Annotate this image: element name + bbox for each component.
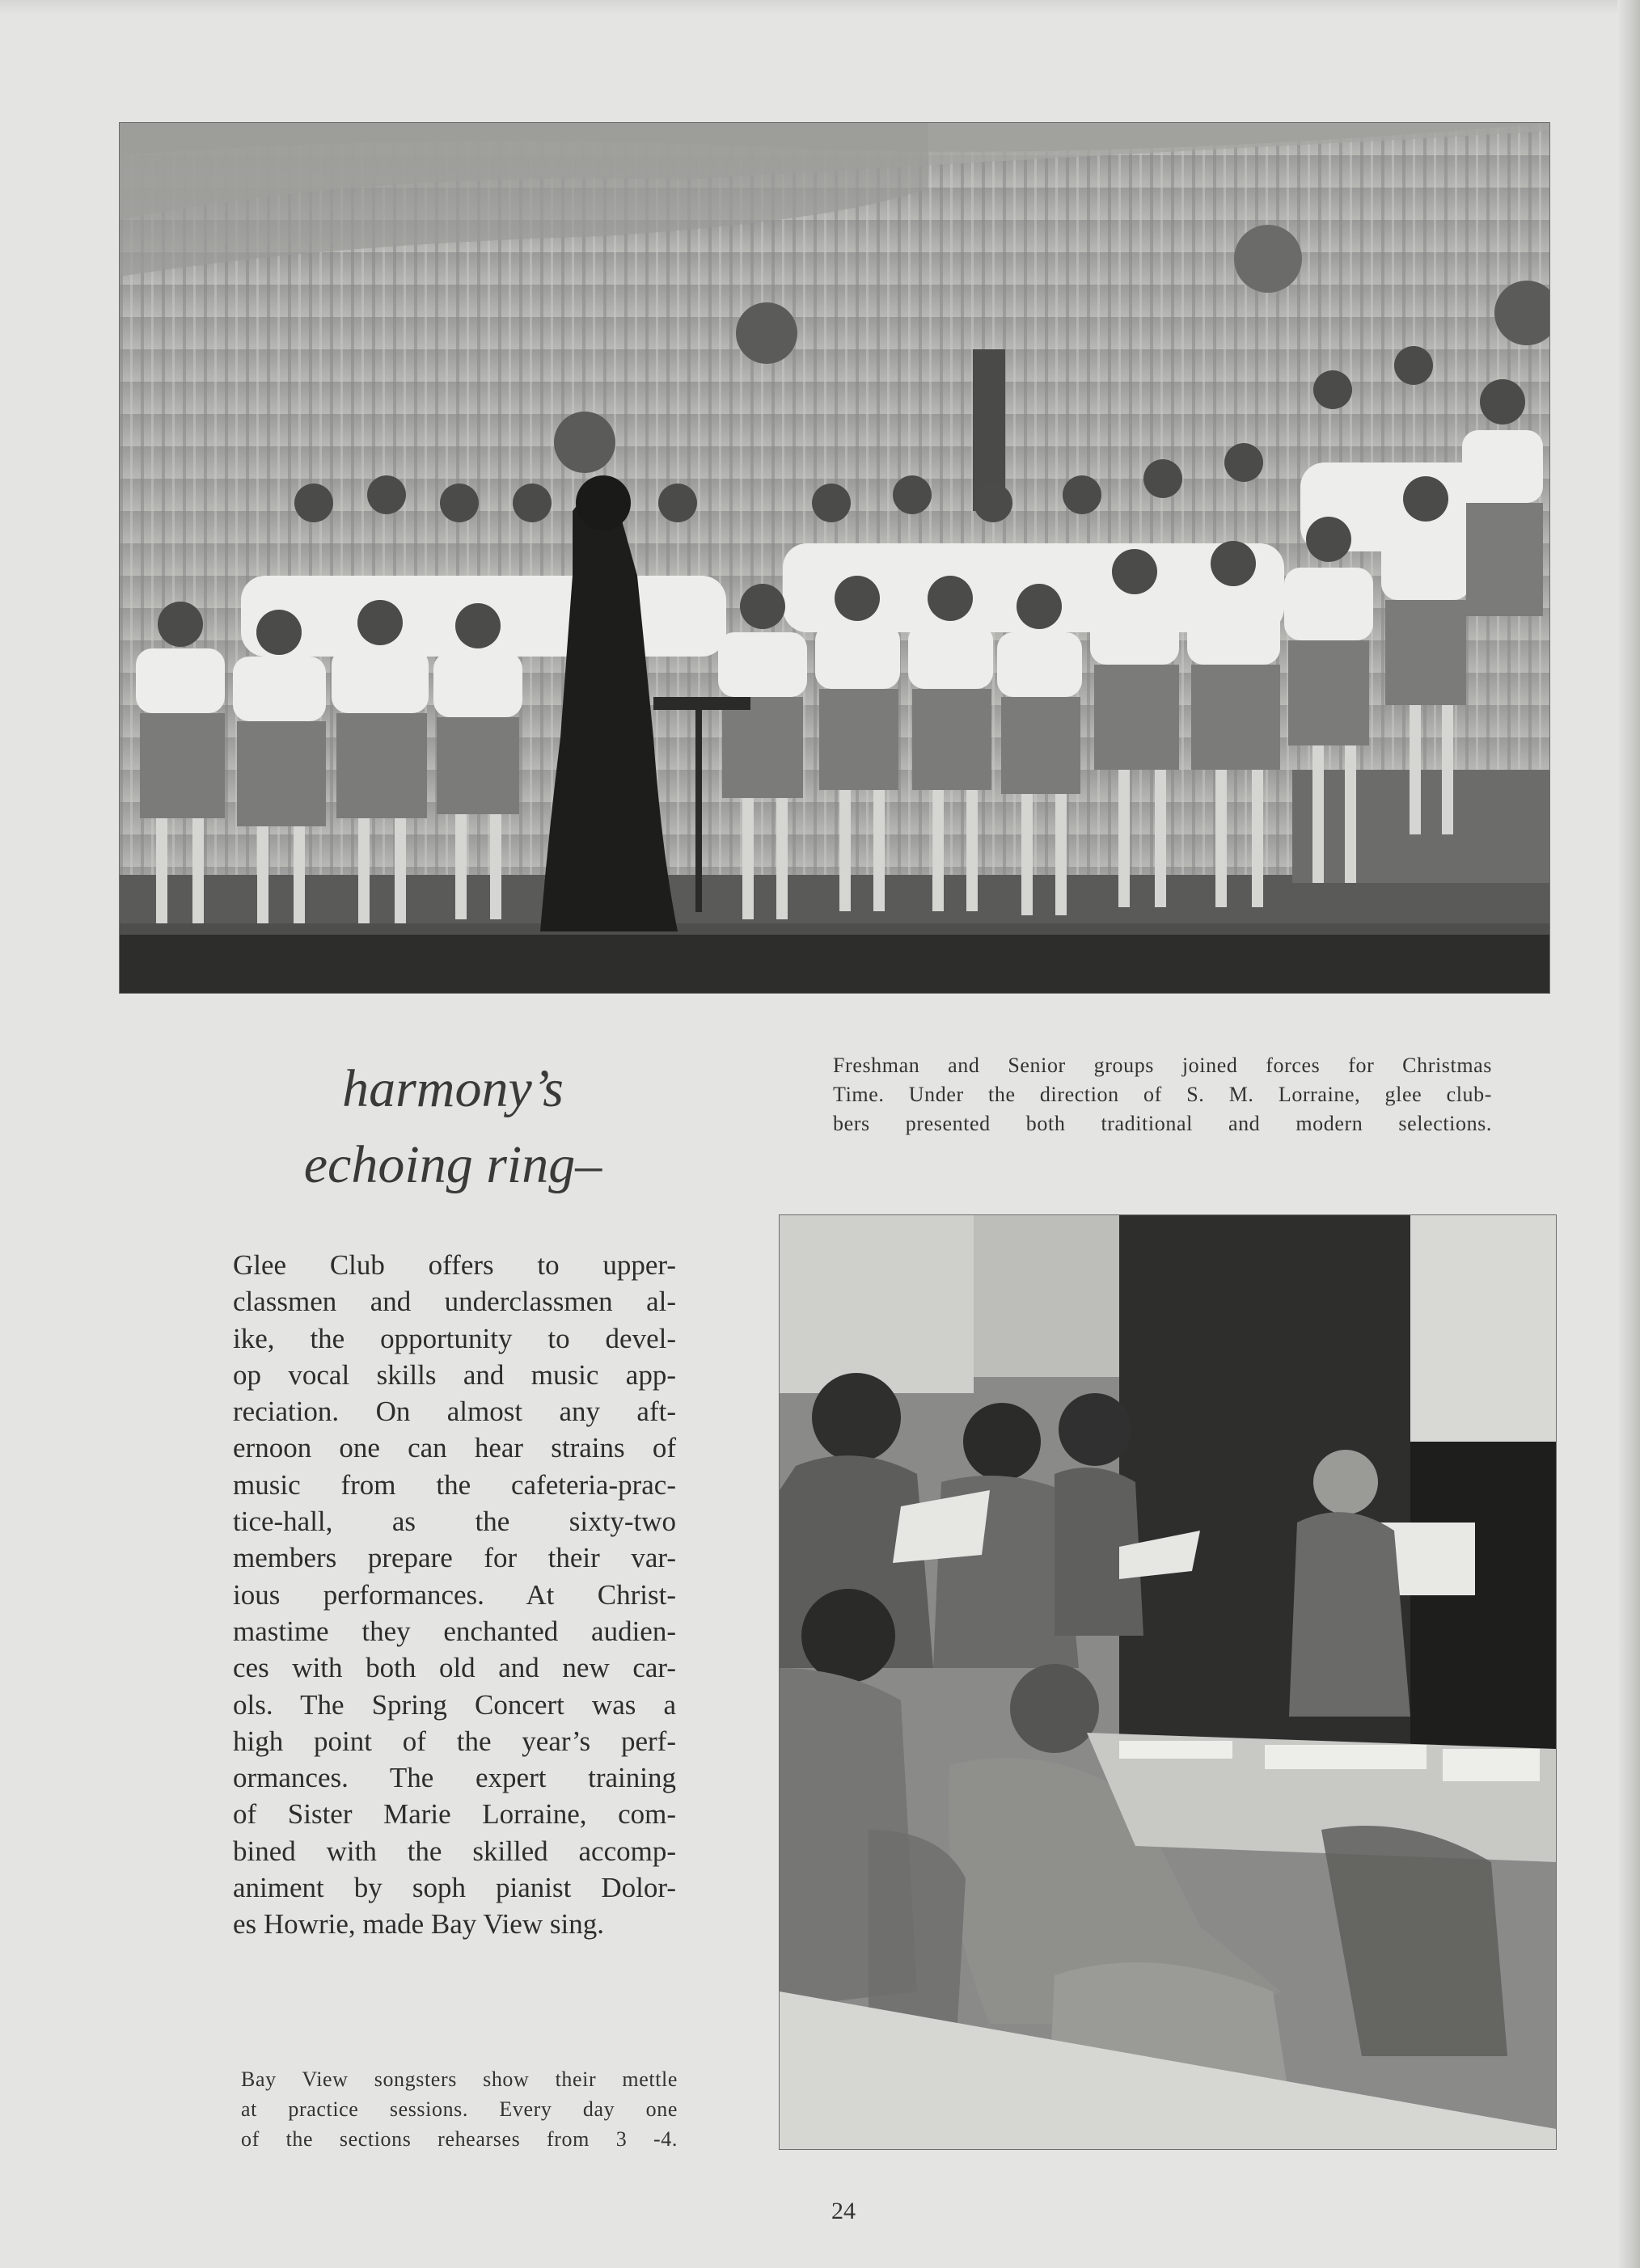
body-line: music from the cafeteria-prac- (233, 1468, 676, 1501)
body-line: animent by soph pianist Dolor- (233, 1872, 676, 1904)
body-line: high point of the year’s perf- (233, 1725, 676, 1757)
body-line: ormances. The expert training (233, 1762, 676, 1794)
caption-line: Freshman and Senior groups joined forces for Christmas (833, 1054, 1492, 1077)
caption-line: of the sections rehearses from 3 -4. (241, 2127, 678, 2151)
body-line: classmen and underclassmen al- (233, 1286, 676, 1318)
body-line: reciation. On almost any aft- (233, 1396, 676, 1428)
body-line: members prepare for their var- (233, 1542, 676, 1574)
top-photo-caption (833, 1051, 1492, 1138)
headline-line-1: harmony’s (342, 1059, 564, 1118)
article-body (233, 1247, 676, 1943)
practice-session-photo (780, 1215, 1556, 2149)
practice-session-photo-illustration (780, 1215, 1556, 2149)
bottom-photo-caption (241, 2064, 678, 2154)
body-line: ces with both old and new car- (233, 1652, 676, 1684)
body-line: ious performances. At Christ- (233, 1578, 676, 1611)
article-headline (243, 1051, 663, 1203)
caption-line: at practice sessions. Every day one (241, 2097, 678, 2121)
page-top-edge (0, 0, 1640, 15)
body-line: mastime they enchanted audien- (233, 1615, 676, 1647)
choir-stage-photo-illustration (120, 123, 1549, 993)
page-right-edge (1617, 0, 1640, 2268)
headline-line-2: echoing ring– (303, 1135, 602, 1194)
body-line: ols. The Spring Concert was a (233, 1688, 676, 1721)
body-line: Glee Club offers to upper- (233, 1249, 676, 1281)
caption-line: Bay View songsters show their mettle (241, 2067, 678, 2091)
choir-stage-photo (120, 123, 1549, 993)
body-line: bined with the skilled accomp- (233, 1835, 676, 1867)
body-line: ernoon one can hear strains of (233, 1432, 676, 1464)
caption-line: Time. Under the direction of S. M. Lorraine, glee club- (833, 1083, 1492, 1106)
body-line: of Sister Marie Lorraine, com- (233, 1798, 676, 1831)
body-line: op vocal skills and music app- (233, 1358, 676, 1391)
page-number: 24 (831, 2198, 856, 2224)
body-line: tice-hall, as the sixty-two (233, 1506, 676, 1538)
body-line: es Howrie, made Bay View sing. (233, 1908, 604, 1941)
body-line: ike, the opportunity to devel- (233, 1322, 676, 1354)
caption-line: bers presented both traditional and modern selections. (833, 1112, 1492, 1135)
